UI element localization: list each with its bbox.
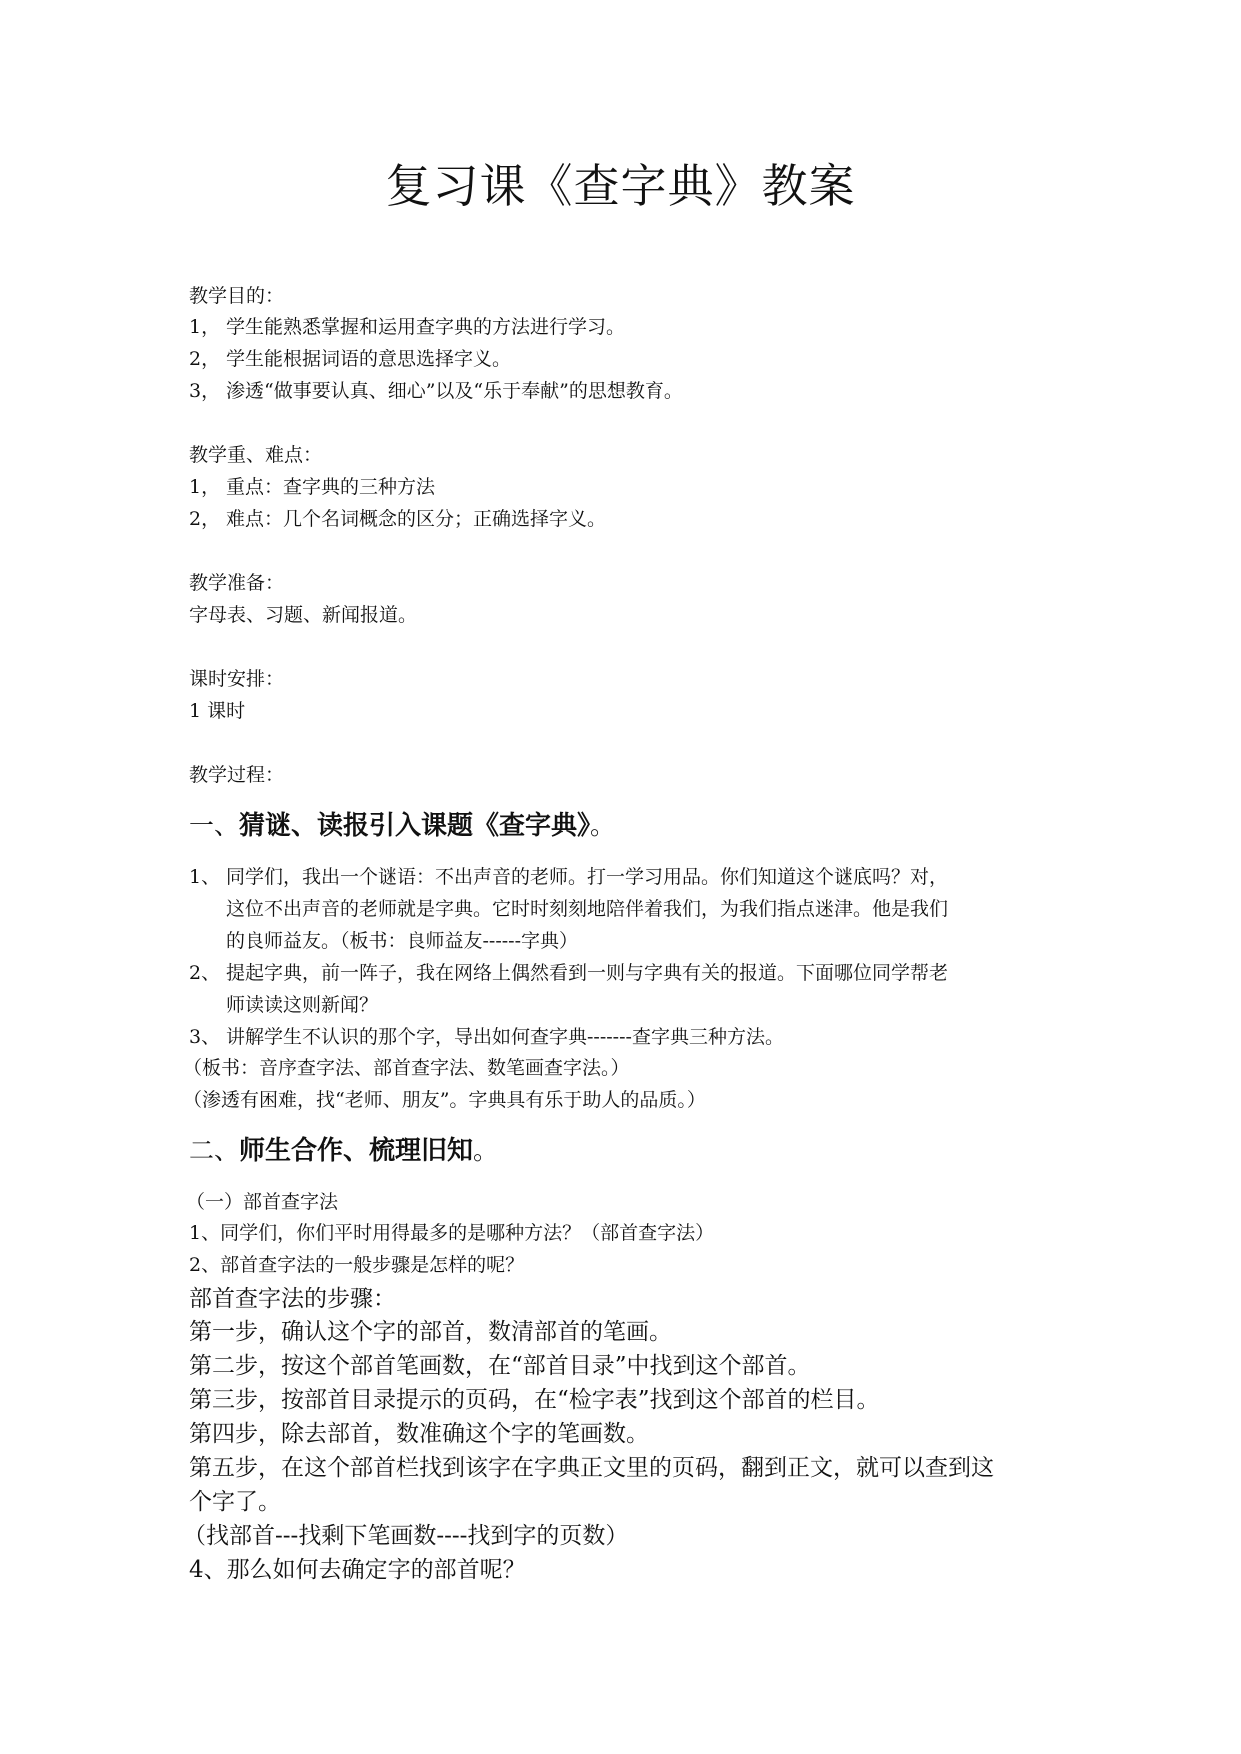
key-num-2: 2， bbox=[189, 508, 221, 530]
part1-num-2: 2、 bbox=[189, 962, 221, 984]
goal-text-2: 学生能根据词语的意思选择字义。 bbox=[226, 348, 512, 370]
part2-question-4: 4、那么如何去确定字的部首呢？ bbox=[189, 1557, 526, 1583]
part2-heading bbox=[189, 1138, 498, 1164]
part1-num-1: 1、 bbox=[189, 866, 221, 888]
part1-item1-line3: 的良师益友。（板书：良师益友------字典） bbox=[226, 930, 579, 952]
part1-item2-line2: 师读读这则新闻？ bbox=[226, 994, 379, 1016]
step-5-line1: 第五步，在这个部首栏找到该字在字典正文里的页码，翻到正文，就可以查到这 bbox=[189, 1455, 994, 1481]
page-title: 复习课《查字典》教案 bbox=[385, 159, 856, 213]
section-label-time: 课时安排： bbox=[189, 668, 285, 690]
goal-num-3: 3， bbox=[189, 380, 221, 402]
part2-question-1: 1、同学们，你们平时用得最多的是哪种方法？（部首查字法） bbox=[189, 1222, 715, 1244]
key-text-1: 重点：查字典的三种方法 bbox=[226, 476, 436, 498]
part2-suffix: 。 bbox=[473, 1136, 499, 1165]
part1-item1-line2: 这位不出声音的老师就是字典。它时时刻刻地陪伴着我们，为我们指点迷津。他是我们 bbox=[226, 898, 949, 920]
step-3: 第三步，按部首目录提示的页码，在“检字表”找到这个部首的栏目。 bbox=[189, 1387, 880, 1413]
section-label-key-points: 教学重、难点： bbox=[189, 444, 323, 466]
part1-heading bbox=[189, 813, 615, 839]
part1-item3-line1: 讲解学生不认识的那个字，导出如何查字典-------查字典三种方法。 bbox=[226, 1026, 784, 1048]
step-1: 第一步，确认这个字的部首，数清部首的笔画。 bbox=[189, 1319, 672, 1345]
part2-prefix: 二、 bbox=[189, 1136, 240, 1165]
part1-suffix: 。 bbox=[590, 811, 616, 840]
prep-text: 字母表、习题、新闻报道。 bbox=[189, 604, 418, 626]
goal-text-3: 渗透“做事要认真、细心”以及“乐于奉献”的思想教育。 bbox=[226, 380, 683, 402]
part2-subheading: （一）部首查字法 bbox=[186, 1191, 339, 1213]
step-2: 第二步，按这个部首笔画数，在“部首目录”中找到这个部首。 bbox=[189, 1353, 811, 1379]
part1-num-3: 3、 bbox=[189, 1026, 221, 1048]
steps-summary: （找部首---找剩下笔画数----找到字的页数） bbox=[183, 1523, 629, 1549]
section-label-prep: 教学准备： bbox=[189, 572, 285, 594]
step-4: 第四步，除去部首，数准确这个字的笔画数。 bbox=[189, 1421, 649, 1447]
key-num-1: 1， bbox=[189, 476, 221, 498]
goal-text-1: 学生能熟悉掌握和运用查字典的方法进行学习。 bbox=[226, 316, 626, 338]
part1-item1-line1: 同学们，我出一个谜语：不出声音的老师。打一学习用品。你们知道这个谜底吗？对， bbox=[226, 866, 949, 888]
time-text: 1 课时 bbox=[189, 700, 246, 722]
part1-note-2: （渗透有困难，找“老师、朋友”。字典具有乐于助人的品质。） bbox=[183, 1089, 706, 1111]
part1-heading-text: 猜谜、读报引入课题《查字典》 bbox=[239, 811, 591, 841]
steps-title: 部首查字法的步骤： bbox=[189, 1286, 396, 1312]
step-5-line2: 个字了。 bbox=[189, 1489, 281, 1515]
part1-item2-line1: 提起字典，前一阵子，我在网络上偶然看到一则与字典有关的报道。下面哪位同学帮老 bbox=[226, 962, 949, 984]
part1-note-1: （板书：音序查字法、部首查字法、数笔画查字法。） bbox=[183, 1057, 630, 1079]
goal-num-1: 1， bbox=[189, 316, 221, 338]
goal-num-2: 2， bbox=[189, 348, 221, 370]
section-label-process: 教学过程： bbox=[189, 764, 285, 786]
part1-prefix: 一、 bbox=[189, 811, 240, 840]
part2-heading-text: 师生合作、梳理旧知 bbox=[239, 1136, 474, 1166]
key-text-2: 难点：几个名词概念的区分；正确选择字义。 bbox=[226, 508, 607, 530]
section-label-goals: 教学目的： bbox=[189, 285, 285, 307]
part2-question-2: 2、部首查字法的一般步骤是怎样的呢？ bbox=[189, 1254, 525, 1276]
